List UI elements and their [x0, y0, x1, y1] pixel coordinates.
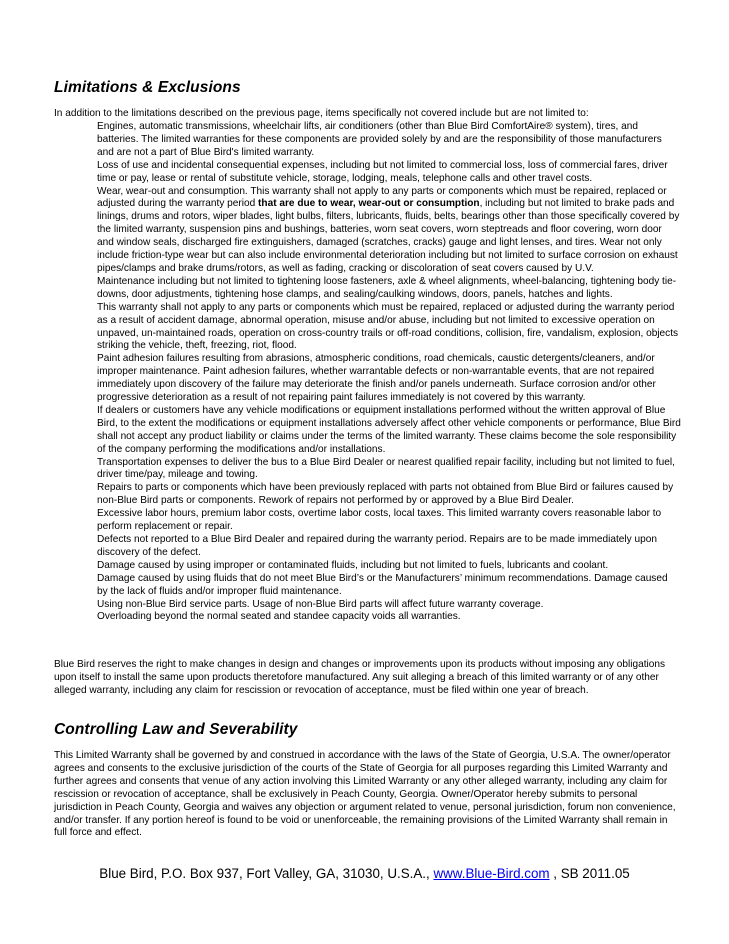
footer-suffix: , SB 2011.05 — [549, 866, 630, 881]
list-item: If dealers or customers have any vehicle modifications or equipment installations performed without the written approval of Blue Bird, to the extent the modifications or equipment installations adversely affect other vehicle components or performance, Blue Bird shall not accept any product liability or claims under the terms of the limited warranty. These claims become the sole responsibility of the company performing the modifications and/or installations. — [97, 404, 681, 455]
list-item: Maintenance including but not limited to tightening loose fasteners, axle & wheel alignments, wheel-balancing, tightening body tie-downs, door adjustments, tightening hose clamps, and sealing/caulking windows, doors, panels, hatches and lights. — [97, 275, 677, 300]
list-item: Using non-Blue Bird service parts. Usage of non-Blue Bird parts will affect future warranty coverage. — [97, 598, 544, 610]
list-item: Damage caused by using fluids that do not meet Blue Bird’s or the Manufacturers’ minimum recommendations. Damage caused by the lack of fluids and/or improper fluid maintenance. — [97, 572, 668, 597]
list-item: Excessive labor hours, premium labor costs, overtime labor costs, local taxes. This limited warranty covers reasonable labor to perform replacement or repair. — [97, 508, 662, 533]
list-item: Engines, automatic transmissions, wheelchair lifts, air conditioners (other than Blue Bird ComfortAire® system), tires, and batteries. The limited warranties for these components are provided solely by and are the responsibility of those manufacturers and are not a part of Blue Bird's limited warranty. — [97, 121, 662, 158]
limitations-heading: Limitations & Exclusions — [54, 79, 241, 96]
list-item: Damage caused by using improper or contaminated fluids, including but not limited to fuels, lubricants and coolant. — [97, 559, 609, 571]
exclusions-list — [97, 121, 681, 624]
controlling-law-body: This Limited Warranty shall be governed by and construed in accordance with the laws of the State of Georgia, U.S.A. The owner/operator agrees and consents to the exclusive jurisdiction of the courts of the State of Georgia for all purposes regarding this Limited Warranty and further agrees and consents that venue of any action involving this Limited Warranty or any other alleged warranty, including any claim for rescission or revocation of acceptance, shall be exclusively in Peach County, Georgia. Owner/Operator hereby submits to personal jurisdiction in Peach County, Georgia and waives any objection or argument related to venue, personal jurisdiction, forum non convenience, and/or transfer. If any portion hereof is found to be void or unenforceable, the remaining provisions of the Limited Warranty shall remain in full force and effect. — [54, 750, 676, 839]
list-item: Defects not reported to a Blue Bird Dealer and repaired during the warranty period. Repairs are to be made immediately upon discovery of the defect. — [97, 534, 657, 558]
list-item-text: Wear, wear-out and consumption. This warranty shall not apply to any parts or components which must be repaired, replaced or adjusted during the warranty period — [97, 185, 667, 210]
page-footer — [0, 866, 729, 882]
list-item: Transportation expenses to deliver the bus to a Blue Bird Dealer or nearest qualified repair facility, including but not limited to fuel, driver time/pay, mileage and towing. — [97, 456, 675, 481]
list-item: Paint adhesion failures resulting from abrasions, atmospheric conditions, road chemicals, caustic detergents/cleaners, and/or improper maintenance. Paint adhesion failures, whether warrantable defects or non-warrantable events, that are not repaired immediately upon discovery of the failure may deteriorate the finish and/or panels underneath. Surface corrosion and/or other progressive deterioration as a result of not repairing paint failures immediately is not covered by this warranty. — [97, 353, 656, 404]
website-link[interactable]: www.Blue-Bird.com — [433, 866, 550, 881]
list-item: Repairs to parts or components which have been previously replaced with parts not obtained from Blue Bird or failures caused by non-Blue Bird parts or components. Rework of repairs not performed by or approved by a Blue Bird Dealer. — [97, 482, 674, 507]
limitations-closing: Blue Bird reserves the right to make changes in design and changes or improvements upon its products without imposing any obligations upon itself to install the same upon products theretofore manufactured. Any suit alleging a breach of this limited warranty or of any other alleged warranty, including any claim for rescission or revocation of acceptance, must be filed within one year of breach. — [54, 659, 666, 696]
list-item: This warranty shall not apply to any parts or components which must be repaired, replaced or adjusted during the warranty period as a result of accident damage, abnormal operation, misuse and/or abuse, including but not limited to excessive operation on unpaved, un-maintained roads, operation on cross-country trails or off-road conditions, collision, fire, vandalism, explosion, objects striking the vehicle, theft, freezing, riot, flood. — [97, 301, 679, 352]
list-item: Overloading beyond the normal seated and standee capacity voids all warranties. — [97, 611, 461, 623]
list-item-text: , including but not limited to brake pads and linings, drums and rotors, wiper blades, light bulbs, filters, lubricants, fluids, belts, bearings other than those specifically covered by the limited warranty, suspension pins and bushings, batteries, worn seat covers, worn steptreads and floor covering, worn door and window seals, discharged fire extinguishers, damaged (scratches, cracks) gauge and light lenses, and tires. Wear not only include friction-type wear but can also include environmental deterioration including but not limited to surface corrosion on exhaust pipes/clamps and brake drums/rotors, as well as fading, cracking or discoloration of seat covers caused by U.V. — [97, 198, 680, 274]
controlling-law-heading: Controlling Law and Severability — [54, 721, 298, 738]
list-item-bold-text: that are due to wear, wear-out or consumption — [258, 198, 480, 210]
footer-address: Blue Bird, P.O. Box 937, Fort Valley, GA, 31030, U.S.A., — [99, 866, 434, 881]
list-item: Loss of use and incidental consequential expenses, including but not limited to commercial loss, loss of commercial fares, driver time or pay, lease or rental of substitute vehicle, storage, lodging, meals, telephone calls and other travel costs. — [97, 159, 668, 184]
list-item — [97, 186, 681, 276]
limitations-intro: In addition to the limitations described on the previous page, items specifically not covered include but are not limited to: — [54, 108, 589, 119]
